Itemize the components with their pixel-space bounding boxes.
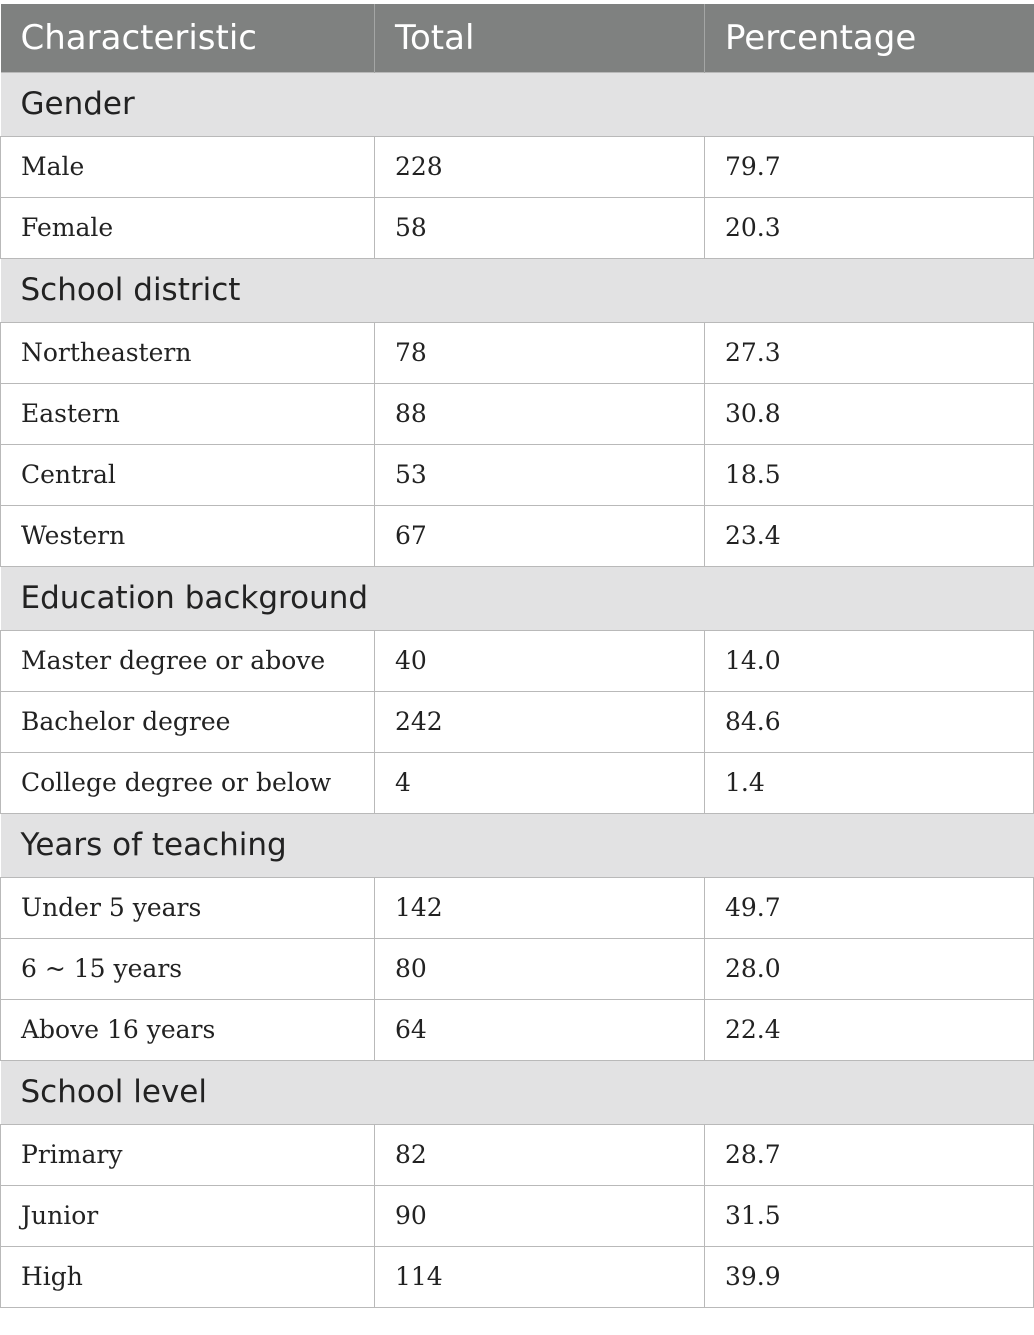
cell-percentage: 39.9 [705, 1246, 1034, 1307]
cell-characteristic: Master degree or above [1, 630, 375, 691]
cell-total: 82 [375, 1124, 705, 1185]
table-row [1, 505, 1034, 566]
table-row [1, 322, 1034, 383]
cell-characteristic: Northeastern [1, 322, 375, 383]
cell-characteristic: Western [1, 505, 375, 566]
table-row [1, 444, 1034, 505]
group-label: Education background [1, 566, 1034, 630]
table-row [1, 197, 1034, 258]
cell-percentage: 27.3 [705, 322, 1034, 383]
cell-total: 4 [375, 752, 705, 813]
table-body [1, 72, 1034, 1307]
cell-percentage: 49.7 [705, 877, 1034, 938]
header-total: Total [375, 4, 705, 72]
cell-characteristic: Female [1, 197, 375, 258]
cell-percentage: 31.5 [705, 1185, 1034, 1246]
cell-total: 114 [375, 1246, 705, 1307]
table-row [1, 691, 1034, 752]
table-row [1, 999, 1034, 1060]
table-row [1, 383, 1034, 444]
group-row-gender [1, 72, 1034, 136]
cell-characteristic: Under 5 years [1, 877, 375, 938]
table-header [1, 4, 1034, 72]
cell-percentage: 14.0 [705, 630, 1034, 691]
group-label: School district [1, 258, 1034, 322]
cell-percentage: 79.7 [705, 136, 1034, 197]
cell-total: 88 [375, 383, 705, 444]
group-label: School level [1, 1060, 1034, 1124]
cell-percentage: 28.0 [705, 938, 1034, 999]
cell-characteristic: 6 ~ 15 years [1, 938, 375, 999]
table-row [1, 877, 1034, 938]
cell-total: 78 [375, 322, 705, 383]
cell-characteristic: High [1, 1246, 375, 1307]
group-label: Years of teaching [1, 813, 1034, 877]
group-row-years-of-teaching [1, 813, 1034, 877]
group-row-education-background [1, 566, 1034, 630]
cell-characteristic: Central [1, 444, 375, 505]
header-row [1, 4, 1034, 72]
cell-total: 40 [375, 630, 705, 691]
cell-percentage: 18.5 [705, 444, 1034, 505]
table-row [1, 136, 1034, 197]
cell-percentage: 28.7 [705, 1124, 1034, 1185]
cell-percentage: 23.4 [705, 505, 1034, 566]
cell-characteristic: Bachelor degree [1, 691, 375, 752]
group-label: Gender [1, 72, 1034, 136]
cell-total: 58 [375, 197, 705, 258]
cell-total: 90 [375, 1185, 705, 1246]
cell-percentage: 1.4 [705, 752, 1034, 813]
header-characteristic: Characteristic [1, 4, 375, 72]
table-row [1, 1246, 1034, 1307]
cell-percentage: 84.6 [705, 691, 1034, 752]
cell-characteristic: Male [1, 136, 375, 197]
cell-characteristic: Above 16 years [1, 999, 375, 1060]
cell-total: 242 [375, 691, 705, 752]
cell-percentage: 30.8 [705, 383, 1034, 444]
demographics-table [0, 4, 1034, 1308]
table-row [1, 1124, 1034, 1185]
cell-percentage: 20.3 [705, 197, 1034, 258]
cell-characteristic: Primary [1, 1124, 375, 1185]
cell-total: 228 [375, 136, 705, 197]
table-row [1, 1185, 1034, 1246]
cell-total: 64 [375, 999, 705, 1060]
table-row [1, 630, 1034, 691]
table-row [1, 752, 1034, 813]
cell-total: 67 [375, 505, 705, 566]
cell-total: 53 [375, 444, 705, 505]
cell-total: 142 [375, 877, 705, 938]
table-row [1, 938, 1034, 999]
group-row-school-district [1, 258, 1034, 322]
cell-characteristic: Junior [1, 1185, 375, 1246]
cell-percentage: 22.4 [705, 999, 1034, 1060]
header-percentage: Percentage [705, 4, 1034, 72]
cell-characteristic: College degree or below [1, 752, 375, 813]
cell-characteristic: Eastern [1, 383, 375, 444]
group-row-school-level [1, 1060, 1034, 1124]
cell-total: 80 [375, 938, 705, 999]
